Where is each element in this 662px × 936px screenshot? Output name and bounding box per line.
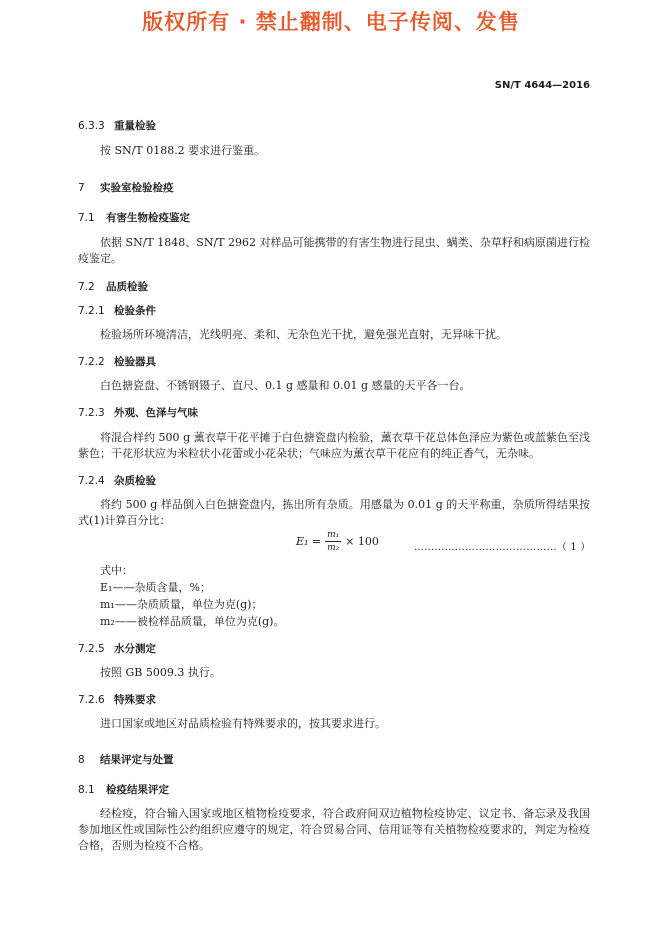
paragraph-6-3-3: 按 SN/T 0188.2 要求进行鉴重。: [100, 144, 266, 157]
paragraph-7-2-3: 将混合样约 500 g 薰衣草干花平摊于白色搪瓷盘内检验，薰衣草干花总体色泽应为紫色或蓝紫色至浅紫色；干花形状应为米粒状小花蕾或小花朵状；气味应为薰衣草干花应有的纯正香气，无杂味。: [78, 431, 590, 460]
section-title: 特殊要求: [114, 694, 156, 706]
heading-7-2-2: [78, 354, 156, 369]
section-number: 7.1: [78, 212, 95, 224]
section-title: 检疫结果评定: [106, 784, 169, 796]
fraction-bar: [325, 541, 341, 542]
section-number: 7.2.4: [78, 475, 105, 487]
section-title: 水分测定: [114, 643, 156, 655]
section-title: 外观、色泽与气味: [114, 407, 198, 419]
heading-7-2-6: [78, 692, 156, 707]
paragraph-7-2-2: 白色搪瓷盘、不锈钢镊子、直尺、0.1 g 感量和 0.01 g 感量的天平各一台。: [100, 379, 471, 392]
formula-numerator: m₁: [327, 530, 340, 540]
heading-7-2-4: [78, 473, 156, 488]
paragraph-8-1: 经检疫，符合输入国家或地区植物检疫要求，符合政府间双边植物检疫协定、议定书、备忘录及我国参加地区性或国际性公约组织应遵守的规定，符合贸易合同、信用证等有关植物检疫要求的，判定为检疫合格，否则为检疫不合格。: [78, 807, 590, 852]
paragraph-7-2-4: 将约 500 g 样品倒入白色搪瓷盘内，拣出所有杂质。用感量为 0.01 g 的天平称重，杂质所得结果按式(1)计算百分比：: [78, 498, 590, 527]
section-number: 7.2.6: [78, 694, 105, 706]
formula-1: [296, 530, 379, 553]
paragraph-7-2-5: 按照 GB 5009.3 执行。: [100, 666, 221, 679]
heading-7-1: [78, 210, 190, 225]
legend-title: 式中：: [100, 564, 133, 577]
section-title: 品质检验: [106, 281, 148, 293]
paragraph-7-2-6: 进口国家或地区对品质检验有特殊要求的，按其要求进行。: [100, 717, 386, 730]
section-title: 杂质检验: [114, 475, 156, 487]
formula-denominator: m₂: [327, 543, 340, 553]
section-title: 有害生物检疫鉴定: [106, 212, 190, 224]
section-number: 7.2.2: [78, 356, 105, 368]
section-number: 7.2.1: [78, 305, 105, 317]
heading-8-1: [78, 782, 169, 797]
legend-m2: m₂——被检样品质量，单位为克(g)。: [100, 615, 285, 628]
heading-6-3-3: [78, 118, 156, 133]
paragraph-7-1: 依据 SN/T 1848、SN/T 2962 对样品可能携带的有害生物进行昆虫、螨类、杂草籽和病原菌进行检疫鉴定。: [78, 236, 590, 265]
heading-7: [78, 180, 174, 195]
heading-7-2-1: [78, 303, 156, 318]
section-title: 检验条件: [114, 305, 156, 317]
legend-m1: m₁——杂质质量，单位为克(g)；: [100, 598, 263, 611]
section-title: 重量检验: [114, 120, 156, 132]
section-title: 检验器具: [114, 356, 156, 368]
section-number: 8.1: [78, 784, 95, 796]
heading-7-2-3: [78, 405, 198, 420]
section-number: 7.2.5: [78, 643, 105, 655]
section-title: 实验室检验检疫: [100, 182, 174, 194]
formula-fraction: [325, 530, 341, 553]
formula-number: ……………………………………（ 1 ）: [414, 542, 591, 553]
section-title: 结果评定与处置: [100, 754, 174, 766]
standard-number: SN/T 4644—2016: [494, 80, 590, 91]
section-number: 7.2.3: [78, 407, 105, 419]
copyright-banner: 版权所有 · 禁止翻制、电子传阅、发售: [142, 10, 520, 34]
heading-7-2-5: [78, 641, 156, 656]
section-number: 7: [78, 182, 85, 194]
heading-8: [78, 752, 174, 767]
section-number: 6.3.3: [78, 120, 105, 132]
section-number: 7.2: [78, 281, 95, 293]
formula-lhs: E₁ =: [296, 535, 322, 548]
section-number: 8: [78, 754, 85, 766]
heading-7-2: [78, 279, 148, 294]
formula-rhs: × 100: [345, 535, 379, 548]
legend-e1: E₁——杂质含量，%；: [100, 581, 211, 594]
paragraph-7-2-1: 检验场所环境清洁，光线明亮、柔和、无杂色光干扰，避免强光直射，无异味干扰。: [100, 328, 507, 341]
